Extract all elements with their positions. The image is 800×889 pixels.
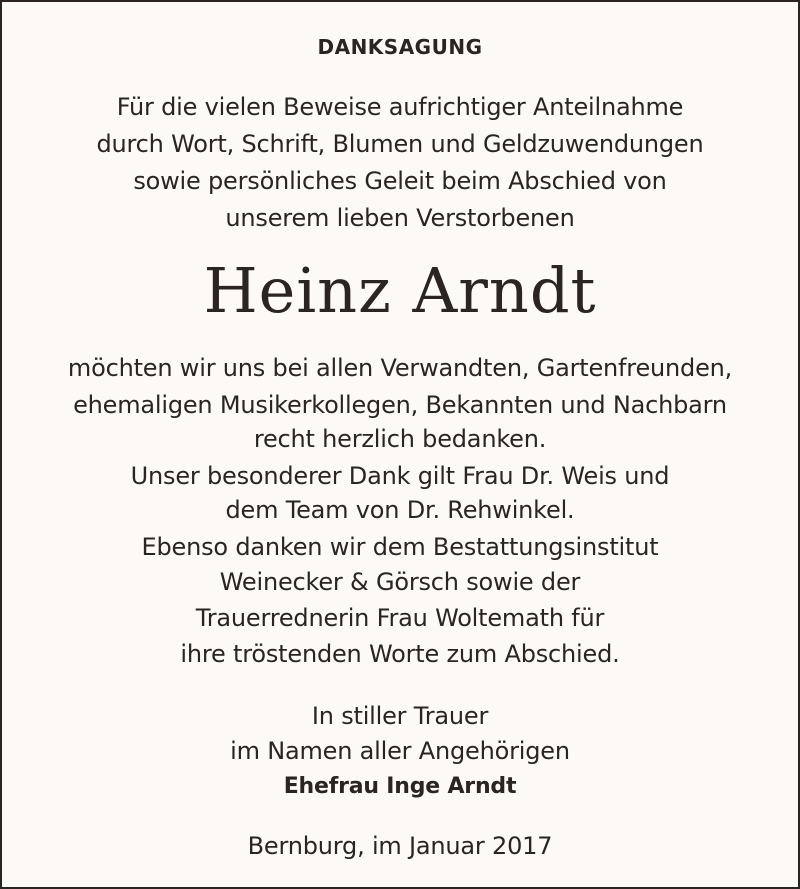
- body-line: ehemaligen Musikerkollegen, Bekannten und Nachbarn: [73, 391, 727, 419]
- closing-line: In stiller Trauer: [311, 702, 489, 730]
- intro-line: durch Wort, Schrift, Blumen und Geldzuwendungen: [96, 130, 704, 158]
- intro-line: unserem lieben Verstorbenen: [225, 204, 575, 232]
- place-date: Bernburg, im Januar 2017: [247, 832, 553, 860]
- body-line: möchten wir uns bei allen Verwandten, Gartenfreunden,: [67, 354, 733, 382]
- intro-line: sowie persönliches Geleit beim Abschied von: [133, 167, 667, 195]
- deceased-name: Heinz Arndt: [203, 254, 597, 327]
- body-line: Unser besonderer Dank gilt Frau Dr. Weis und: [130, 462, 670, 490]
- closing-line: im Namen aller Angehörigen: [230, 737, 570, 765]
- body-line: dem Team von Dr. Rehwinkel.: [225, 496, 575, 524]
- notice-heading: DANKSAGUNG: [317, 35, 483, 59]
- body-line: Weinecker & Görsch sowie der: [219, 568, 581, 596]
- body-line: recht herzlich bedanken.: [253, 425, 547, 453]
- signature: Ehefrau Inge Arndt: [283, 774, 517, 799]
- body-line: ihre tröstenden Worte zum Abschied.: [180, 640, 620, 668]
- body-line: Ebenso danken wir dem Bestattungsinstitut: [141, 533, 659, 561]
- intro-line: Für die vielen Beweise aufrichtiger Anteilnahme: [116, 93, 684, 121]
- body-line: Trauerrednerin Frau Woltemath für: [195, 604, 605, 632]
